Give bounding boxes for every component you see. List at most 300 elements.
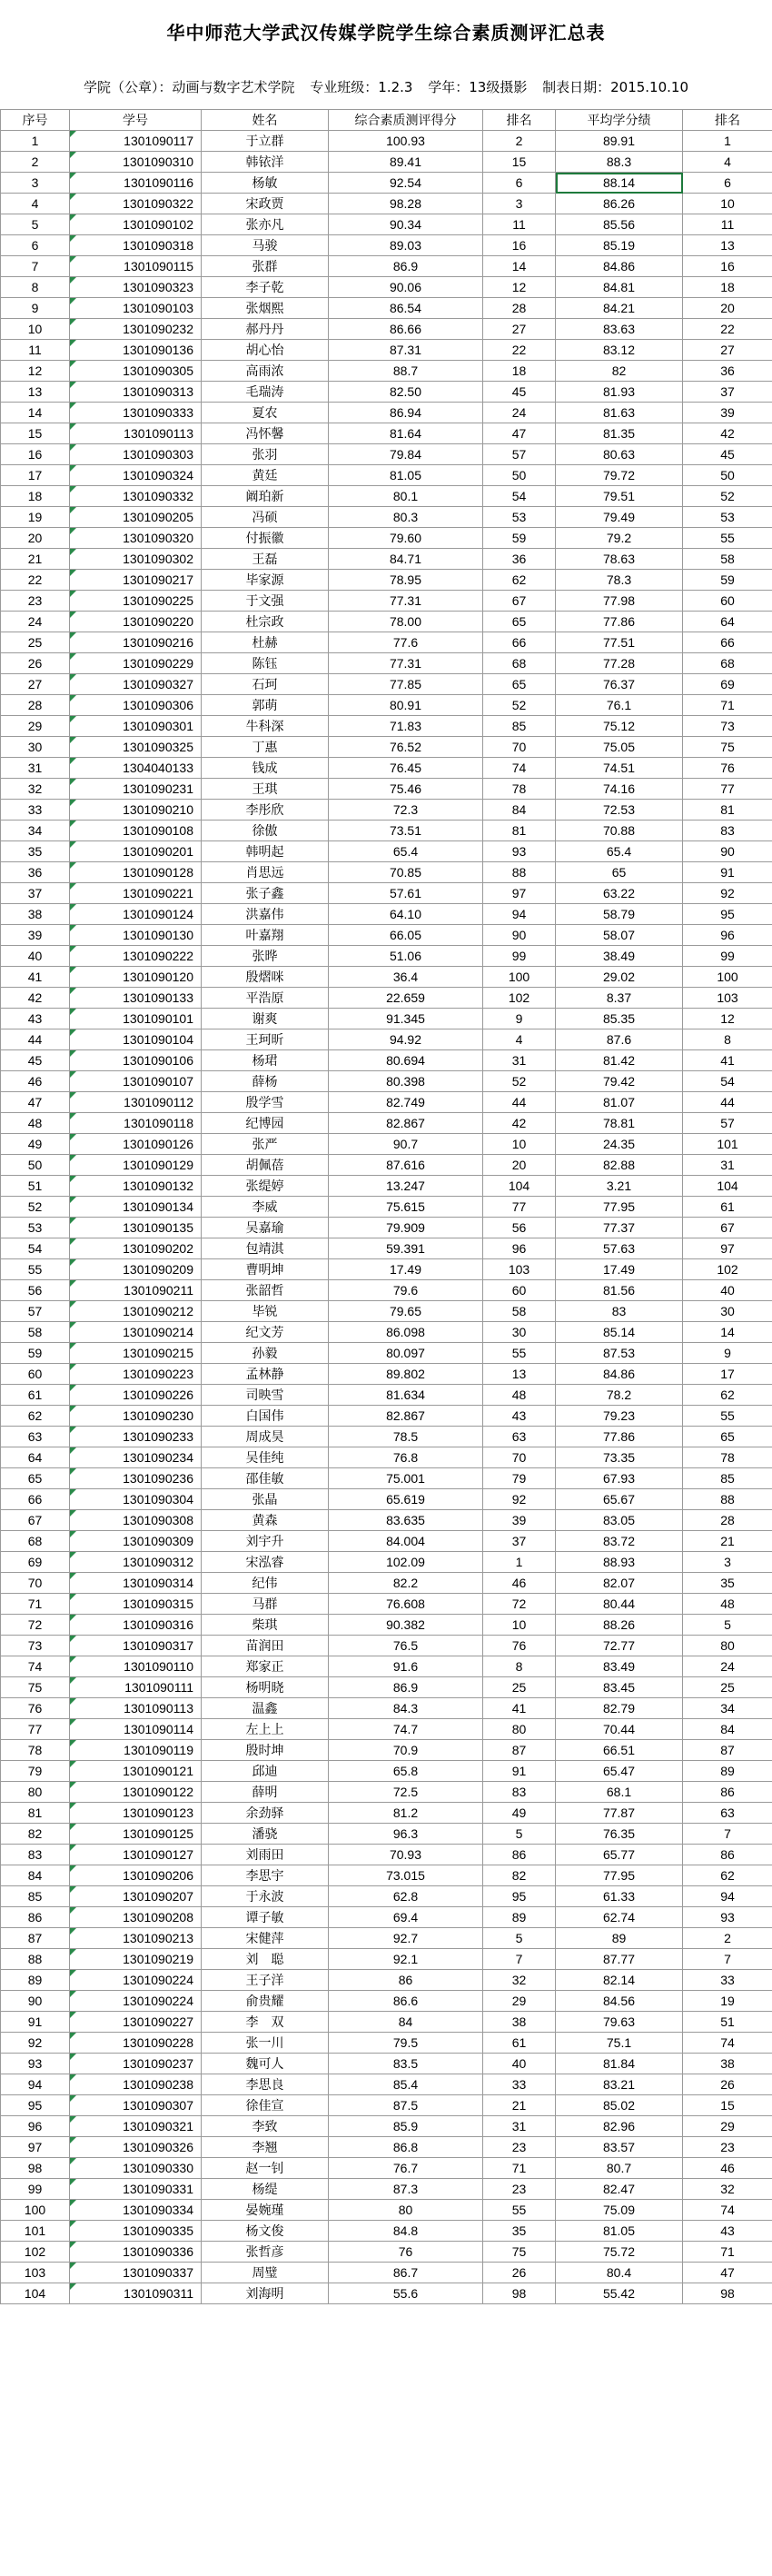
cell-index[interactable]: 48 [1,1113,70,1134]
cell-index[interactable]: 59 [1,1343,70,1364]
cell-gpa[interactable]: 85.19 [556,235,683,256]
cell-name[interactable]: 苗润田 [202,1636,329,1656]
cell-score-rank[interactable]: 56 [483,1218,556,1238]
cell-score-rank[interactable]: 15 [483,152,556,173]
cell-index[interactable]: 89 [1,1970,70,1991]
cell-quality-score[interactable]: 84.004 [329,1531,483,1552]
cell-gpa[interactable]: 89.91 [556,131,683,152]
cell-gpa[interactable]: 68.1 [556,1782,683,1803]
cell-name[interactable]: 张严 [202,1134,329,1155]
cell-student-id[interactable]: 1301090209 [70,1259,202,1280]
cell-index[interactable]: 24 [1,612,70,632]
cell-gpa-rank[interactable]: 4 [683,152,772,173]
cell-gpa-rank[interactable]: 75 [683,737,772,758]
cell-score-rank[interactable]: 4 [483,1029,556,1050]
cell-score-rank[interactable]: 7 [483,1949,556,1970]
cell-student-id[interactable]: 1301090324 [70,465,202,486]
cell-index[interactable]: 100 [1,2200,70,2221]
cell-gpa[interactable]: 57.63 [556,1238,683,1259]
cell-name[interactable]: 宋泓睿 [202,1552,329,1573]
cell-name[interactable]: 吴嘉瑜 [202,1218,329,1238]
cell-gpa-rank[interactable]: 71 [683,695,772,716]
cell-quality-score[interactable]: 87.31 [329,340,483,361]
cell-gpa-rank[interactable]: 34 [683,1698,772,1719]
cell-name[interactable]: 张烟熙 [202,298,329,319]
cell-gpa-rank[interactable]: 6 [683,173,772,194]
cell-student-id[interactable]: 1301090325 [70,737,202,758]
cell-name[interactable]: 毕家源 [202,570,329,591]
cell-student-id[interactable]: 1301090327 [70,674,202,695]
cell-student-id[interactable]: 1301090316 [70,1615,202,1636]
cell-index[interactable]: 18 [1,486,70,507]
cell-quality-score[interactable]: 72.5 [329,1782,483,1803]
cell-gpa[interactable]: 77.87 [556,1803,683,1824]
cell-gpa-rank[interactable]: 5 [683,1615,772,1636]
cell-gpa-rank[interactable]: 42 [683,423,772,444]
cell-quality-score[interactable]: 79.65 [329,1301,483,1322]
cell-gpa[interactable]: 79.51 [556,486,683,507]
cell-quality-score[interactable]: 77.31 [329,653,483,674]
cell-quality-score[interactable]: 80.91 [329,695,483,716]
cell-score-rank[interactable]: 13 [483,1364,556,1385]
cell-student-id[interactable]: 1301090303 [70,444,202,465]
cell-gpa-rank[interactable]: 9 [683,1343,772,1364]
cell-gpa-rank[interactable]: 54 [683,1071,772,1092]
cell-gpa[interactable]: 8.37 [556,988,683,1009]
cell-name[interactable]: 白国伟 [202,1406,329,1427]
cell-index[interactable]: 101 [1,2221,70,2242]
cell-name[interactable]: 黄森 [202,1510,329,1531]
cell-score-rank[interactable]: 102 [483,988,556,1009]
cell-student-id[interactable]: 1301090206 [70,1865,202,1886]
cell-score-rank[interactable]: 59 [483,528,556,549]
cell-index[interactable]: 5 [1,214,70,235]
cell-score-rank[interactable]: 39 [483,1510,556,1531]
cell-student-id[interactable]: 1301090117 [70,131,202,152]
cell-index[interactable]: 58 [1,1322,70,1343]
cell-name[interactable]: 于文强 [202,591,329,612]
cell-quality-score[interactable]: 86.54 [329,298,483,319]
cell-name[interactable]: 谭子敏 [202,1907,329,1928]
cell-index[interactable]: 98 [1,2158,70,2179]
cell-quality-score[interactable]: 81.634 [329,1385,483,1406]
cell-quality-score[interactable]: 82.867 [329,1406,483,1427]
cell-gpa-rank[interactable]: 28 [683,1510,772,1531]
cell-gpa[interactable]: 65 [556,862,683,883]
cell-index[interactable]: 83 [1,1845,70,1865]
cell-index[interactable]: 55 [1,1259,70,1280]
cell-quality-score[interactable]: 76.52 [329,737,483,758]
cell-gpa-rank[interactable]: 91 [683,862,772,883]
cell-gpa-rank[interactable]: 95 [683,904,772,925]
cell-gpa-rank[interactable]: 36 [683,361,772,382]
cell-score-rank[interactable]: 26 [483,2263,556,2283]
cell-student-id[interactable]: 1301090133 [70,988,202,1009]
cell-score-rank[interactable]: 72 [483,1594,556,1615]
cell-score-rank[interactable]: 36 [483,549,556,570]
cell-index[interactable]: 104 [1,2283,70,2304]
cell-score-rank[interactable]: 40 [483,2054,556,2074]
cell-gpa[interactable]: 79.72 [556,465,683,486]
cell-gpa-rank[interactable]: 104 [683,1176,772,1197]
cell-gpa[interactable]: 84.21 [556,298,683,319]
cell-score-rank[interactable]: 45 [483,382,556,403]
cell-index[interactable]: 15 [1,423,70,444]
cell-index[interactable]: 74 [1,1656,70,1677]
cell-index[interactable]: 97 [1,2137,70,2158]
cell-student-id[interactable]: 1301090103 [70,298,202,319]
cell-gpa[interactable]: 67.93 [556,1468,683,1489]
header-quality-score[interactable]: 综合素质测评得分 [329,110,483,131]
cell-index[interactable]: 71 [1,1594,70,1615]
cell-gpa[interactable]: 84.86 [556,1364,683,1385]
cell-name[interactable]: 魏可人 [202,2054,329,2074]
cell-name[interactable]: 李 双 [202,2012,329,2033]
cell-gpa[interactable]: 83.45 [556,1677,683,1698]
cell-score-rank[interactable]: 104 [483,1176,556,1197]
cell-name[interactable]: 刘海明 [202,2283,329,2304]
cell-gpa[interactable]: 85.02 [556,2095,683,2116]
cell-gpa-rank[interactable]: 65 [683,1427,772,1447]
cell-gpa-rank[interactable]: 30 [683,1301,772,1322]
cell-quality-score[interactable]: 86.7 [329,2263,483,2283]
cell-gpa[interactable]: 61.33 [556,1886,683,1907]
cell-gpa-rank[interactable]: 3 [683,1552,772,1573]
cell-score-rank[interactable]: 6 [483,173,556,194]
cell-gpa-rank[interactable]: 21 [683,1531,772,1552]
cell-quality-score[interactable]: 78.00 [329,612,483,632]
cell-score-rank[interactable]: 20 [483,1155,556,1176]
cell-gpa[interactable]: 75.09 [556,2200,683,2221]
cell-student-id[interactable]: 1301090310 [70,152,202,173]
cell-quality-score[interactable]: 84 [329,2012,483,2033]
cell-student-id[interactable]: 1301090127 [70,1845,202,1865]
cell-quality-score[interactable]: 81.2 [329,1803,483,1824]
cell-score-rank[interactable]: 60 [483,1280,556,1301]
cell-gpa-rank[interactable]: 32 [683,2179,772,2200]
cell-name[interactable]: 俞贵耀 [202,1991,329,2012]
cell-index[interactable]: 57 [1,1301,70,1322]
cell-gpa[interactable]: 80.44 [556,1594,683,1615]
cell-index[interactable]: 29 [1,716,70,737]
cell-quality-score[interactable]: 82.749 [329,1092,483,1113]
cell-index[interactable]: 79 [1,1761,70,1782]
cell-student-id[interactable]: 1301090208 [70,1907,202,1928]
cell-student-id[interactable]: 1301090307 [70,2095,202,2116]
cell-student-id[interactable]: 1301090228 [70,2033,202,2054]
cell-quality-score[interactable]: 79.6 [329,1280,483,1301]
cell-gpa[interactable]: 85.35 [556,1009,683,1029]
cell-quality-score[interactable]: 77.85 [329,674,483,695]
cell-student-id[interactable]: 1301090312 [70,1552,202,1573]
cell-gpa-rank[interactable]: 44 [683,1092,772,1113]
cell-score-rank[interactable]: 16 [483,235,556,256]
cell-score-rank[interactable]: 23 [483,2179,556,2200]
cell-gpa-rank[interactable]: 22 [683,319,772,340]
cell-score-rank[interactable]: 10 [483,1615,556,1636]
cell-name[interactable]: 阚珀新 [202,486,329,507]
cell-name[interactable]: 张羽 [202,444,329,465]
cell-gpa-rank[interactable]: 76 [683,758,772,779]
cell-student-id[interactable]: 1301090202 [70,1238,202,1259]
cell-index[interactable]: 84 [1,1865,70,1886]
cell-gpa[interactable]: 89 [556,1928,683,1949]
cell-student-id[interactable]: 1301090123 [70,1803,202,1824]
cell-gpa[interactable]: 79.63 [556,2012,683,2033]
cell-index[interactable]: 26 [1,653,70,674]
cell-name[interactable]: 杜宗政 [202,612,329,632]
header-name[interactable]: 姓名 [202,110,329,131]
cell-gpa-rank[interactable]: 78 [683,1447,772,1468]
cell-student-id[interactable]: 1301090305 [70,361,202,382]
cell-name[interactable]: 薛杨 [202,1071,329,1092]
cell-student-id[interactable]: 1301090337 [70,2263,202,2283]
cell-gpa-rank[interactable]: 48 [683,1594,772,1615]
cell-gpa[interactable]: 87.53 [556,1343,683,1364]
cell-gpa[interactable]: 74.16 [556,779,683,800]
cell-student-id[interactable]: 1301090323 [70,277,202,298]
cell-student-id[interactable]: 1301090112 [70,1092,202,1113]
cell-student-id[interactable]: 1301090314 [70,1573,202,1594]
cell-score-rank[interactable]: 83 [483,1782,556,1803]
cell-name[interactable]: 叶嘉翔 [202,925,329,946]
cell-gpa-rank[interactable]: 66 [683,632,772,653]
cell-score-rank[interactable]: 14 [483,256,556,277]
cell-gpa-rank[interactable]: 18 [683,277,772,298]
cell-gpa[interactable]: 87.6 [556,1029,683,1050]
cell-index[interactable]: 2 [1,152,70,173]
cell-quality-score[interactable]: 77.6 [329,632,483,653]
cell-student-id[interactable]: 1301090104 [70,1029,202,1050]
cell-name[interactable]: 钱成 [202,758,329,779]
cell-quality-score[interactable]: 98.28 [329,194,483,214]
cell-gpa-rank[interactable]: 8 [683,1029,772,1050]
cell-score-rank[interactable]: 68 [483,653,556,674]
cell-name[interactable]: 包靖淇 [202,1238,329,1259]
cell-gpa[interactable]: 55.42 [556,2283,683,2304]
cell-gpa[interactable]: 83 [556,1301,683,1322]
cell-score-rank[interactable]: 61 [483,2033,556,2054]
cell-quality-score[interactable]: 76.45 [329,758,483,779]
cell-gpa-rank[interactable]: 88 [683,1489,772,1510]
cell-gpa-rank[interactable]: 26 [683,2074,772,2095]
cell-name[interactable]: 冯硕 [202,507,329,528]
cell-index[interactable]: 92 [1,2033,70,2054]
cell-name[interactable]: 陈钰 [202,653,329,674]
cell-index[interactable]: 6 [1,235,70,256]
cell-quality-score[interactable]: 70.85 [329,862,483,883]
cell-student-id[interactable]: 1301090223 [70,1364,202,1385]
cell-score-rank[interactable]: 54 [483,486,556,507]
cell-score-rank[interactable]: 97 [483,883,556,904]
cell-gpa-rank[interactable]: 13 [683,235,772,256]
cell-index[interactable]: 34 [1,821,70,841]
cell-index[interactable]: 33 [1,800,70,821]
cell-index[interactable]: 72 [1,1615,70,1636]
cell-name[interactable]: 张韶哲 [202,1280,329,1301]
cell-quality-score[interactable]: 85.9 [329,2116,483,2137]
cell-quality-score[interactable]: 76.5 [329,1636,483,1656]
cell-student-id[interactable]: 1301090225 [70,591,202,612]
cell-index[interactable]: 16 [1,444,70,465]
cell-score-rank[interactable]: 52 [483,1071,556,1092]
cell-name[interactable]: 纪博园 [202,1113,329,1134]
cell-quality-score[interactable]: 85.4 [329,2074,483,2095]
cell-score-rank[interactable]: 77 [483,1197,556,1218]
cell-quality-score[interactable]: 92.54 [329,173,483,194]
cell-name[interactable]: 薛明 [202,1782,329,1803]
cell-gpa[interactable]: 77.86 [556,1427,683,1447]
cell-gpa-rank[interactable]: 1 [683,131,772,152]
cell-name[interactable]: 纪伟 [202,1573,329,1594]
cell-gpa-rank[interactable]: 92 [683,883,772,904]
cell-name[interactable]: 杨文俊 [202,2221,329,2242]
cell-index[interactable]: 95 [1,2095,70,2116]
cell-gpa[interactable]: 66.51 [556,1740,683,1761]
cell-gpa-rank[interactable]: 47 [683,2263,772,2283]
cell-quality-score[interactable]: 55.6 [329,2283,483,2304]
cell-name[interactable]: 王子洋 [202,1970,329,1991]
cell-gpa[interactable]: 84.56 [556,1991,683,2012]
cell-student-id[interactable]: 1301090119 [70,1740,202,1761]
cell-student-id[interactable]: 1301090233 [70,1427,202,1447]
cell-score-rank[interactable]: 63 [483,1427,556,1447]
cell-name[interactable]: 殷学雪 [202,1092,329,1113]
cell-gpa-rank[interactable]: 10 [683,194,772,214]
cell-gpa-rank[interactable]: 63 [683,1803,772,1824]
cell-quality-score[interactable]: 86.66 [329,319,483,340]
cell-index[interactable]: 60 [1,1364,70,1385]
cell-quality-score[interactable]: 65.4 [329,841,483,862]
cell-gpa[interactable]: 62.74 [556,1907,683,1928]
cell-gpa-rank[interactable]: 58 [683,549,772,570]
cell-name[interactable]: 刘宇升 [202,1531,329,1552]
cell-index[interactable]: 9 [1,298,70,319]
cell-name[interactable]: 潘骁 [202,1824,329,1845]
cell-index[interactable]: 75 [1,1677,70,1698]
cell-quality-score[interactable]: 86.9 [329,256,483,277]
cell-quality-score[interactable]: 86.9 [329,1677,483,1698]
cell-index[interactable]: 46 [1,1071,70,1092]
cell-gpa-rank[interactable]: 25 [683,1677,772,1698]
cell-quality-score[interactable]: 70.93 [329,1845,483,1865]
cell-name[interactable]: 李思良 [202,2074,329,2095]
cell-student-id[interactable]: 1301090211 [70,1280,202,1301]
cell-student-id[interactable]: 1301090121 [70,1761,202,1782]
cell-index[interactable]: 14 [1,403,70,423]
cell-name[interactable]: 孙毅 [202,1343,329,1364]
cell-name[interactable]: 晏婉瑾 [202,2200,329,2221]
cell-score-rank[interactable]: 37 [483,1531,556,1552]
cell-gpa[interactable]: 75.12 [556,716,683,737]
cell-student-id[interactable]: 1301090301 [70,716,202,737]
cell-name[interactable]: 毕锐 [202,1301,329,1322]
cell-quality-score[interactable]: 77.31 [329,591,483,612]
cell-gpa-rank[interactable]: 86 [683,1782,772,1803]
cell-score-rank[interactable]: 76 [483,1636,556,1656]
cell-name[interactable]: 赵一钊 [202,2158,329,2179]
cell-name[interactable]: 高雨浓 [202,361,329,382]
cell-gpa-rank[interactable]: 33 [683,1970,772,1991]
cell-quality-score[interactable]: 71.83 [329,716,483,737]
cell-name[interactable]: 柴琪 [202,1615,329,1636]
cell-score-rank[interactable]: 31 [483,2116,556,2137]
cell-gpa[interactable]: 78.81 [556,1113,683,1134]
cell-student-id[interactable]: 1301090304 [70,1489,202,1510]
cell-student-id[interactable]: 1301090317 [70,1636,202,1656]
cell-quality-score[interactable]: 22.659 [329,988,483,1009]
cell-score-rank[interactable]: 93 [483,841,556,862]
cell-index[interactable]: 66 [1,1489,70,1510]
cell-index[interactable]: 50 [1,1155,70,1176]
cell-gpa-rank[interactable]: 40 [683,1280,772,1301]
cell-student-id[interactable]: 1301090322 [70,194,202,214]
cell-quality-score[interactable]: 80.097 [329,1343,483,1364]
cell-score-rank[interactable]: 70 [483,737,556,758]
cell-index[interactable]: 54 [1,1238,70,1259]
cell-student-id[interactable]: 1301090101 [70,1009,202,1029]
cell-score-rank[interactable]: 38 [483,2012,556,2033]
cell-quality-score[interactable]: 83.5 [329,2054,483,2074]
cell-quality-score[interactable]: 86.098 [329,1322,483,1343]
cell-gpa-rank[interactable]: 15 [683,2095,772,2116]
cell-quality-score[interactable]: 76 [329,2242,483,2263]
cell-gpa[interactable]: 65.47 [556,1761,683,1782]
cell-quality-score[interactable]: 90.34 [329,214,483,235]
cell-index[interactable]: 91 [1,2012,70,2033]
cell-name[interactable]: 李翘 [202,2137,329,2158]
cell-gpa[interactable]: 58.07 [556,925,683,946]
cell-gpa-rank[interactable]: 99 [683,946,772,967]
cell-score-rank[interactable]: 3 [483,194,556,214]
cell-quality-score[interactable]: 102.09 [329,1552,483,1573]
cell-student-id[interactable]: 1301090216 [70,632,202,653]
cell-gpa[interactable]: 70.88 [556,821,683,841]
cell-student-id[interactable]: 1301090129 [70,1155,202,1176]
cell-index[interactable]: 69 [1,1552,70,1573]
cell-name[interactable]: 郑家正 [202,1656,329,1677]
cell-index[interactable]: 10 [1,319,70,340]
cell-student-id[interactable]: 1301090237 [70,2054,202,2074]
cell-gpa[interactable]: 82.96 [556,2116,683,2137]
cell-index[interactable]: 77 [1,1719,70,1740]
cell-quality-score[interactable]: 82.2 [329,1573,483,1594]
cell-gpa-rank[interactable]: 29 [683,2116,772,2137]
cell-index[interactable]: 64 [1,1447,70,1468]
header-index[interactable]: 序号 [1,110,70,131]
cell-student-id[interactable]: 1301090315 [70,1594,202,1615]
cell-student-id[interactable]: 1301090232 [70,319,202,340]
cell-index[interactable]: 82 [1,1824,70,1845]
cell-gpa[interactable]: 79.23 [556,1406,683,1427]
cell-score-rank[interactable]: 32 [483,1970,556,1991]
cell-index[interactable]: 43 [1,1009,70,1029]
cell-student-id[interactable]: 1301090115 [70,256,202,277]
cell-score-rank[interactable]: 81 [483,821,556,841]
cell-gpa-rank[interactable]: 69 [683,674,772,695]
cell-student-id[interactable]: 1301090114 [70,1719,202,1740]
cell-score-rank[interactable]: 82 [483,1865,556,1886]
cell-student-id[interactable]: 1301090318 [70,235,202,256]
cell-index[interactable]: 3 [1,173,70,194]
cell-score-rank[interactable]: 100 [483,967,556,988]
cell-student-id[interactable]: 1301090311 [70,2283,202,2304]
cell-quality-score[interactable]: 87.616 [329,1155,483,1176]
cell-student-id[interactable]: 1301090220 [70,612,202,632]
cell-gpa-rank[interactable]: 71 [683,2242,772,2263]
cell-student-id[interactable]: 1301090111 [70,1677,202,1698]
cell-student-id[interactable]: 1301090331 [70,2179,202,2200]
